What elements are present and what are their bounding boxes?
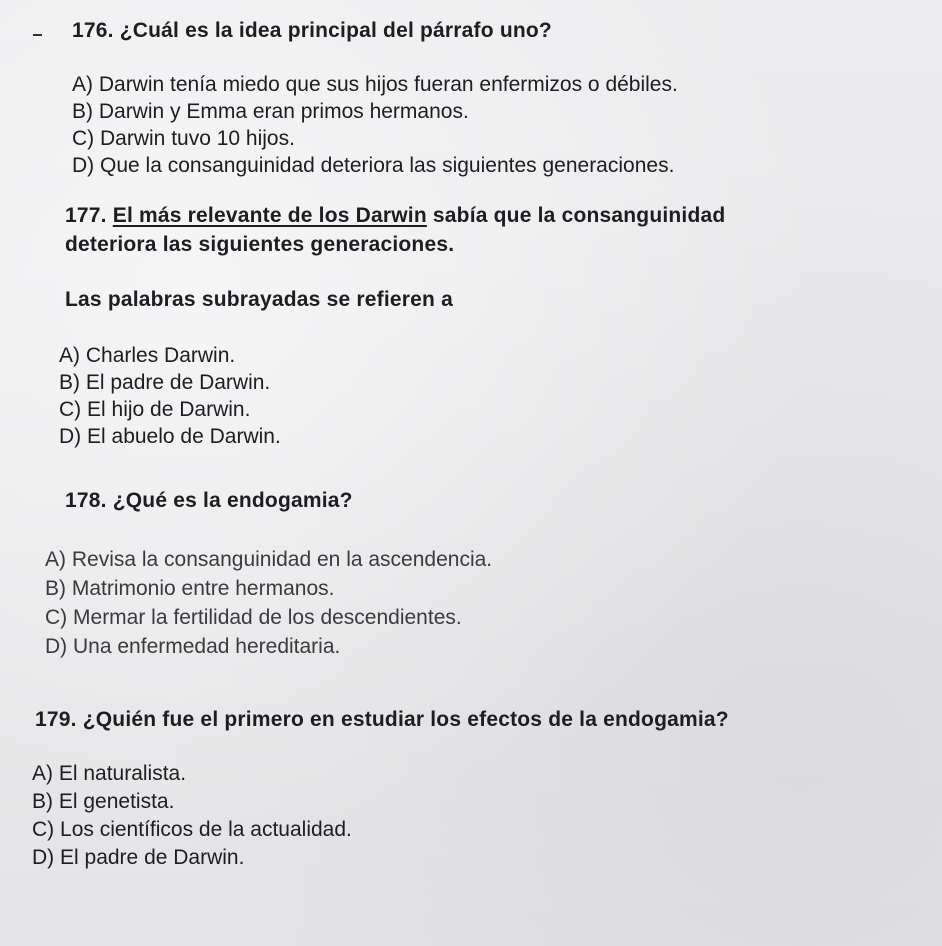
question-176-options (72, 71, 678, 179)
question-178-title (65, 485, 353, 517)
option-176-d[interactable]: D) Que la consanguinidad deteriora las siguientes generaciones. (72, 154, 675, 177)
question-177-line1-rest: sabía que la consanguinidad (432, 204, 726, 227)
option-177-a[interactable]: A) Charles Darwin. (59, 344, 236, 367)
option-179-b[interactable]: B) El genetista. (32, 790, 175, 813)
question-177-title (65, 201, 725, 259)
option-179-d[interactable]: D) El padre de Darwin. (32, 846, 245, 869)
option-178-c[interactable]: C) Mermar la fertilidad de los descendientes. (45, 606, 462, 629)
option-179-c[interactable]: C) Los científicos de la actualidad. (32, 818, 352, 841)
question-178-text: ¿Qué es la endogamia? (112, 489, 353, 512)
question-177-prompt: Las palabras subrayadas se refieren a (65, 288, 453, 311)
option-177-d[interactable]: D) El abuelo de Darwin. (59, 425, 281, 448)
option-176-c[interactable]: C) Darwin tuvo 10 hijos. (72, 127, 295, 150)
question-177-line2: deteriora las siguientes generaciones. (65, 233, 455, 256)
option-177-c[interactable]: C) El hijo de Darwin. (59, 398, 251, 421)
question-177-underlined-phrase: El más relevante de los Darwin (112, 204, 427, 227)
margin-dash-mark (33, 34, 42, 36)
question-176-text: ¿Cuál es la idea principal del párrafo uno? (119, 19, 552, 42)
question-178-number: 178. (65, 489, 107, 512)
option-176-a[interactable]: A) Darwin tenía miedo que sus hijos fueran enfermizos o débiles. (72, 73, 678, 96)
question-176-title (72, 15, 552, 47)
question-179-number: 179. (35, 708, 77, 731)
option-178-a[interactable]: A) Revisa la consanguinidad en la ascendencia. (45, 548, 493, 571)
option-177-b[interactable]: B) El padre de Darwin. (59, 371, 271, 394)
question-179-options (32, 760, 352, 872)
question-178-options (45, 545, 492, 661)
question-176-number: 176. (72, 19, 114, 42)
option-179-a[interactable]: A) El naturalista. (32, 762, 187, 785)
option-178-b[interactable]: B) Matrimonio entre hermanos. (45, 577, 335, 600)
question-179-text: ¿Quién fue el primero en estudiar los efectos de la endogamia? (82, 708, 729, 731)
option-178-d[interactable]: D) Una enfermedad hereditaria. (45, 635, 341, 658)
question-179-title (35, 704, 729, 736)
option-176-b[interactable]: B) Darwin y Emma eran primos hermanos. (72, 100, 469, 123)
question-177-options (59, 342, 281, 450)
question-177-number: 177. (65, 204, 107, 227)
